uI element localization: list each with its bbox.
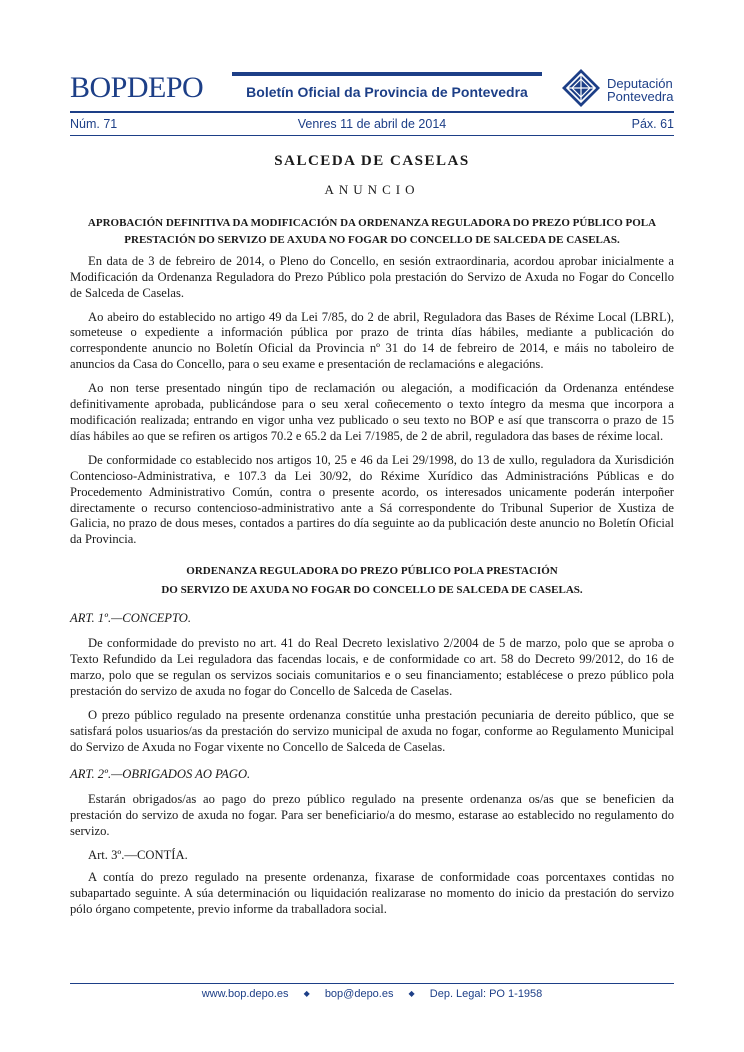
bulletin-title: Boletín Oficial da Provincia de Pontevedra	[246, 84, 528, 100]
deputacion-wordmark	[607, 77, 674, 103]
deputacion-emblem-icon	[561, 68, 601, 108]
ordinance-title-line2: DO SERVIZO DE AXUDA NO FOGAR DO CONCELLO DE SALCEDA DE CASELAS.	[161, 584, 583, 597]
paragraph: En data de 3 de febreiro de 2014, o Pleno do Concello, en sesión extraordinaria, acordou aprobar inicialmente a Modificación da Ordenanza Reguladora do Prezo Público pola prestación do Servizo de Axuda no Fogar do Concello de Salceda de Caselas.	[70, 253, 674, 300]
municipality-heading: SALCEDA DE CASELAS	[274, 153, 470, 169]
paragraph: A contía do prezo regulado na presente ordenanza, fixarase de conformidade coas porcentaxes contidas no subapartado seguinte. A súa determinación ou liquidación realizarase no momento do inicio da prestación do servizo pólo órgano competente, previo informe da traballadora social.	[70, 870, 674, 916]
footer-website-link[interactable]: www.bop.depo.es	[201, 988, 289, 1000]
header-accent-bar	[232, 72, 542, 76]
paragraph: Estarán obrigados/as ao pago do prezo público regulado na presente ordenanza os/as que se beneficien da prestación do servizo de axuda no fogar. Para ser beneficiario/a do mesmo, estarase ao establecido no regulamento do servizo.	[70, 792, 674, 839]
diamond-separator-icon: ◆	[303, 989, 310, 998]
footer-legal-deposit: Dep. Legal: PO 1-1958	[429, 988, 543, 1000]
article-2-heading: ART. 2º.—OBRIGADOS AO PAGO.	[70, 767, 251, 782]
paragraph: De conformidade do previsto no art. 41 do Real Decreto lexislativo 2/2004 de 5 de marzo, polo que se aproba o Texto Refundido da Lei reguladora das facendas locais, e de conformidade co art. 58 do Decreto 99/2012, do 16 de marzo, polo que se regulan os servizos sociais comunitarios e o seu financiamento; establécese o prezo público pola prestación do servizo de axuda no fogar do Concello de Salceda de Caselas.	[70, 636, 674, 698]
article-3-heading: Art. 3º.—CONTÍA.	[88, 848, 188, 863]
paragraph: Ao abeiro do establecido no artigo 49 da Lei 7/85, do 2 de abril, Reguladora das Bases de Réxime Local (LBRL), someteuse o expediente a información pública por prazo de trinta días hábiles, mediante a publicación do correspondente anuncio no Boletín Oficial da Provincia nº 31 do 14 de febreiro de 2014, e máis no taboleiro de anuncios da Casa do Concello, para o seu exame e presentación de reclamacións e alegacións.	[70, 309, 674, 372]
ordinance-title	[70, 562, 674, 600]
issue-info-rule	[70, 135, 674, 136]
footer-rule	[70, 983, 674, 984]
paragraph: O prezo público regulado na presente ordenanza constitúe unha prestación pecuniaria de dereito público, que se satisfará polos usuarios/as da prestación do servizo municipal de axuda no fogar, conforme ao Regulamento Municipal do Servizo de Axuda no Fogar vixente no Concello de Salceda de Caselas.	[70, 707, 674, 754]
issue-date: Venres 11 de abril de 2014	[297, 117, 447, 131]
announcement-title: APROBACIÓN DEFINITIVA DA MODIFICACIÓN DA ORDENANZA REGULADORA DO PREZO PÚBLICO POLA PRESTACIÓN DO SERVIZO DE AXUDA NO FOGAR DO CONCELLO DE SALCEDA DE CASELAS.	[87, 216, 657, 246]
bopdepo-logo: BOPDEPO	[70, 71, 204, 104]
issue-info-row	[70, 117, 674, 133]
article-1-heading: ART. 1º.—CONCEPTO.	[70, 611, 191, 626]
announcement-label: ANUNCIO	[324, 181, 420, 197]
deputacion-line1: Deputación	[607, 76, 673, 91]
diamond-separator-icon: ◆	[408, 989, 415, 998]
deputacion-line2: Pontevedra	[607, 89, 674, 104]
header-rule	[70, 111, 674, 113]
paragraph: Ao non terse presentado ningún tipo de reclamación ou alegación, a modificación da Ordenanza enténdese definitivamente aprobada, publicándose para o seu xeral coñecemento o texto íntegro da mesma que incorpora a modificación realizada; entrando en vigor unha vez publicado o seu texto no BOP e así que transcorra o prazo de 15 días hábiles ao que se refiren os artigos 70.2 e 65.2 da Lei 7/1985, de 2 de abril, reguladora das bases de réxime local.	[70, 381, 674, 443]
issue-number: Núm. 71	[70, 117, 118, 131]
page-number: Páx. 61	[631, 117, 674, 131]
footer-email-link[interactable]: bop@depo.es	[324, 988, 394, 1000]
footer	[70, 988, 674, 1000]
document-body	[70, 154, 674, 926]
paragraph: De conformidade co establecido nos artigos 10, 25 e 46 da Lei 29/1998, do 13 de xullo, reguladora da Xurisdición Contencioso-Administrativa, e 107.3 da Lei 30/92, do Réxime Xurídico das Administracións Públicas e do Procedemento Administrativo Común, contra o presente acordo, os interesados unicamente poderán interpoñer directamente o recurso contencioso-administrativo ante a Sá correspondente do Tribunal Superior de Xustiza de Galicia, no prazo de dous meses, contados a partires do día seguinte ao da publicación deste anuncio no Boletín Oficial da Provincia.	[70, 452, 674, 547]
ordinance-title-line1: ORDENANZA REGULADORA DO PREZO PÚBLICO POLA PRESTACIÓN	[186, 565, 558, 578]
